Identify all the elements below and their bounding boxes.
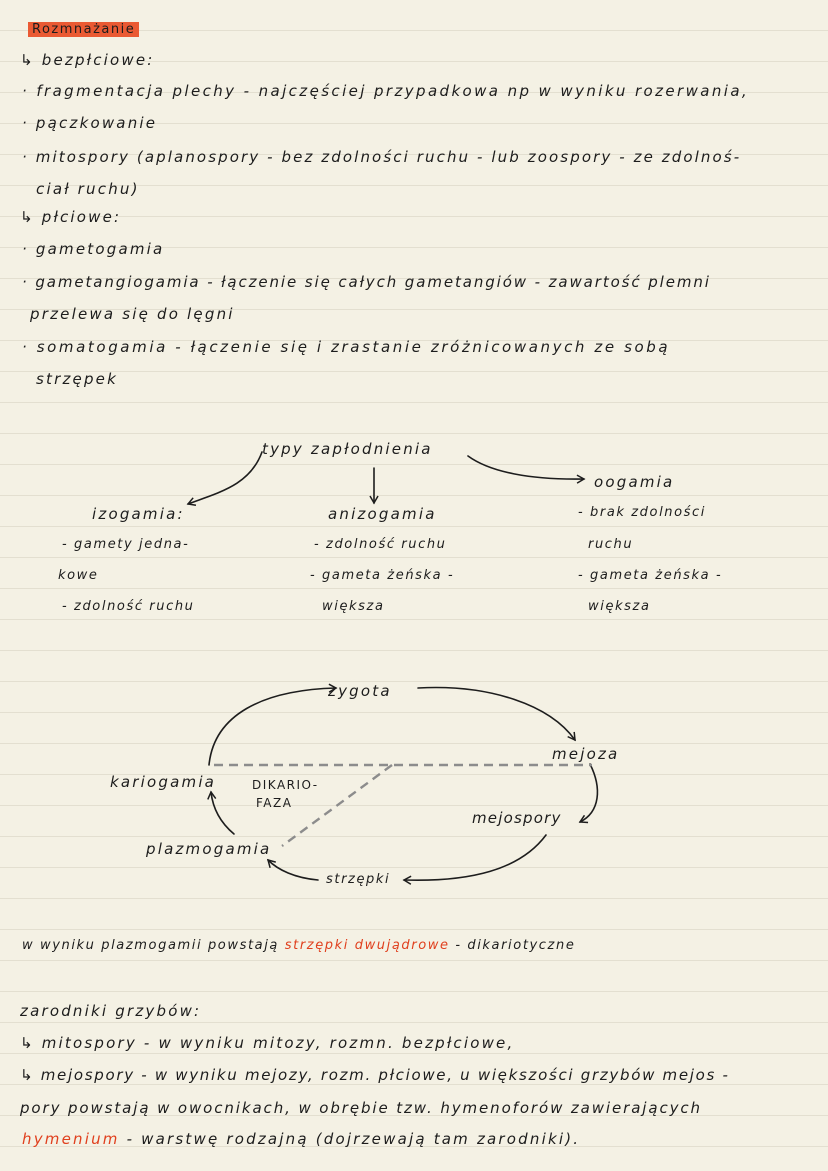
anizogamia-line-1: - zdolność ruchu [314,537,447,552]
arrow-strzepki-to-plazmogamia [268,860,318,880]
cycle-zygota: zygota [328,682,392,700]
cycle-mejospory: mejospory [472,809,562,827]
cycle-plazmogamia: plazmogamia [146,840,272,858]
cycle-mejoza: mejoza [552,745,620,763]
page-title-label: Rozmnażanie [28,22,139,37]
spores-mejospory-cont: pory powstają w owocnikach, w obrębie tzw. hymenoforów zawierających [20,1099,702,1117]
sexual-heading: ↳ płciowe: [20,208,122,226]
cycle-kariogamia: kariogamia [110,773,217,791]
arrow-mejoza-to-mejospory [580,764,597,822]
sexual-item-gametangiogamy-cont: przelewa się do lęgni [30,305,235,323]
spores-mejospory: ↳ mejospory - w wyniku mejozy, rozm. płciowe, u większości grzybów mejos - [20,1066,730,1084]
spores-hymenium: hymenium [22,1130,120,1148]
izogamia-line-1: - gamety jedna- [62,537,190,552]
spores-mitospory: ↳ mitospory - w wyniku mitozy, rozmn. bezpłciowe, [20,1034,515,1052]
spores-hymenium-rest: - warstwę rodzajną (dojrzewają tam zarodniki). [126,1130,581,1148]
arrow-kariogamia-to-zygota [209,688,336,765]
plazmogamy-note-before: w wyniku plazmogamii powstają [22,938,280,953]
fertilization-title: typy zapłodnienia [262,440,433,458]
anizogamia-title: anizogamia [328,505,437,523]
arrow-to-izogamia [188,452,262,504]
plazmogamy-note-highlight: strzępki dwujądrowe [284,938,450,953]
arrow-plazmogamia-to-kariogamia [211,792,234,834]
sexual-item-gametangiogamy: · gametangiogamia - łączenie się całych gametangiów - zawartość plemni [22,273,711,291]
oogamia-line-4: większa [588,599,651,614]
anizogamia-line-3: większa [322,599,385,614]
izogamia-line-3: - zdolność ruchu [62,599,195,614]
asexual-item-mitospores-cont: ciał ruchu) [36,180,140,198]
arrow-zygota-to-mejoza [418,688,575,740]
sexual-item-gametogamy: · gametogamia [22,240,165,258]
oogamia-line-1: - brak zdolności [578,505,707,520]
sexual-item-somatogamy: · somatogamia - łączenie się i zrastanie zróżnicowanych ze sobą [22,338,671,356]
cycle-dikariofaza-2: FAZA [256,796,293,810]
dikariophase-diagonal [282,765,392,846]
oogamia-title: oogamia [594,473,675,491]
izogamia-line-2: kowe [58,568,99,583]
asexual-item-fragmentation: · fragmentacja plechy - najczęściej przypadkowa np w wyniku rozerwania, [22,82,750,100]
asexual-heading: ↳ bezpłciowe: [20,51,155,69]
anizogamia-line-2: - gameta żeńska - [310,568,455,583]
cycle-strzepki: strzępki [326,872,391,887]
asexual-item-mitospores: · mitospory (aplanospory - bez zdolności ruchu - lub zoospory - ze zdolnoś- [22,148,742,166]
sexual-item-somatogamy-cont: strzępek [36,370,119,388]
oogamia-line-2: ruchu [588,537,634,552]
asexual-item-budding: · pączkowanie [22,114,158,132]
oogamia-line-3: - gameta żeńska - [578,568,723,583]
arrow-mejospory-to-strzepki [404,835,546,880]
arrow-to-oogamia [468,456,584,479]
izogamia-title: izogamia: [92,505,185,523]
cycle-dikariofaza-1: DIKARIO- [252,778,319,792]
plazmogamy-note-after: - dikariotyczne [455,938,576,953]
spores-heading: zarodniki grzybów: [20,1002,202,1020]
